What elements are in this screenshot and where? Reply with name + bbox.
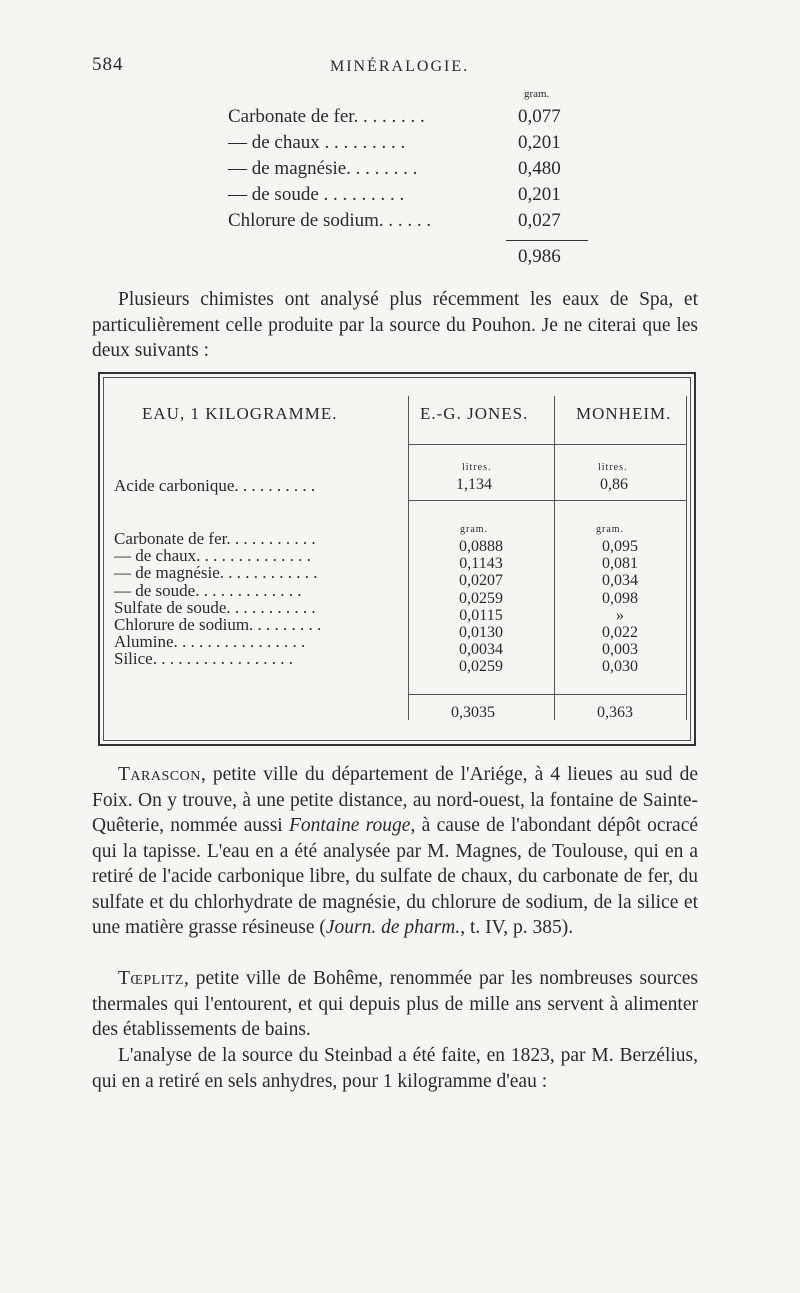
list-item: — de magnésie. . . . . . . . . . . .: [114, 563, 318, 583]
list-item: Sulfate de soude. . . . . . . . . . .: [114, 597, 316, 617]
list-item: Alumine. . . . . . . . . . . . . . . .: [114, 632, 306, 652]
entry-heading: Tœplitz: [118, 968, 184, 989]
list-item: 0,081: [602, 555, 638, 573]
list-item: 0,030: [602, 658, 638, 676]
list-item: Carbonate de fer. . . . . . . . . . .: [114, 530, 316, 548]
header-rule: [408, 444, 686, 445]
row-label: Chlorure de sodium. . . . . .: [228, 210, 432, 231]
entry-heading: Tarascon: [118, 764, 201, 785]
list-item: »: [616, 606, 624, 624]
page-number: 584: [92, 54, 124, 75]
table-row: [228, 106, 588, 130]
italic-run: Fontaine rouge: [289, 815, 411, 836]
list-item: 0,098: [602, 589, 638, 607]
unit-gram-jones: gram.: [460, 524, 489, 535]
table-row: [228, 132, 588, 156]
total-rule: [408, 694, 686, 695]
total-jones: 0,3035: [451, 704, 495, 721]
list-item: 0,0130: [459, 624, 503, 642]
row-label: — de magnésie. . . . . . . .: [228, 158, 418, 179]
analysis-table-spa: [98, 372, 696, 746]
monheim-values: [560, 538, 680, 676]
gas-label: Acide carbonique. . . . . . . . . .: [114, 476, 316, 495]
table-row: [228, 184, 588, 208]
list-item: 0,0259: [459, 658, 503, 676]
reference-text: , t. IV, p. 385).: [460, 917, 574, 938]
paragraph-spa: [92, 287, 698, 364]
list-item: 0,022: [602, 624, 638, 642]
unit-litres-monheim: litres.: [598, 462, 628, 473]
gas-value-monheim: 0,86: [600, 476, 628, 493]
gas-value-jones: 1,134: [456, 476, 492, 493]
column-divider: [686, 396, 687, 720]
list-item: 0,034: [602, 572, 638, 590]
list-item: 0,0259: [459, 589, 503, 607]
paragraph-text: [92, 966, 698, 1043]
salt-labels: [114, 530, 404, 668]
total-value: 0,986: [518, 246, 561, 267]
unit-gram-monheim: gram.: [596, 524, 625, 535]
row-value: 0,480: [518, 158, 561, 179]
list-item: 0,0888: [459, 538, 503, 555]
paragraph-text: Plusieurs chimistes ont analysé plus récemment les eaux de Spa, et particulièrement celle produite par la source du Pouhon. Je ne citerai que les deux suivants :: [92, 289, 698, 361]
reference-italic: Journ. de pharm.: [325, 917, 461, 938]
running-title: MINÉRALOGIE.: [330, 58, 470, 75]
row-rule: [408, 500, 686, 501]
list-item: 0,0034: [459, 641, 503, 659]
list-item: 0,0115: [459, 606, 503, 624]
sum-rule: [506, 240, 588, 241]
list-item: 0,0207: [459, 572, 503, 590]
row-value: 0,077: [518, 106, 561, 127]
unit-label: gram.: [524, 88, 550, 100]
list-item: — de soude. . . . . . . . . . . . .: [114, 580, 302, 600]
paragraph-tarascon: [92, 762, 698, 941]
list-item: Silice. . . . . . . . . . . . . . . . .: [114, 649, 293, 668]
row-label: Carbonate de fer. . . . . . . .: [228, 106, 425, 127]
header-water: EAU, 1 KILOGRAMME.: [142, 404, 338, 423]
paragraph-toeplitz: [92, 966, 698, 1043]
header-monheim: MONHEIM.: [576, 404, 672, 423]
jones-values: [414, 538, 548, 676]
row-value: 0,027: [518, 210, 561, 231]
row-value: 0,201: [518, 132, 561, 153]
list-item: — de chaux. . . . . . . . . . . . . .: [114, 546, 311, 566]
row-label: — de soude . . . . . . . . .: [228, 184, 405, 205]
header-jones: E.-G. JONES.: [420, 404, 529, 423]
paragraph-text: [92, 762, 698, 941]
row-label: — de chaux . . . . . . . . .: [228, 132, 406, 153]
unit-litres-jones: litres.: [462, 462, 492, 473]
table-row: [228, 158, 588, 182]
list-item: 0,1143: [459, 555, 503, 573]
list-item: Chlorure de sodium. . . . . . . . .: [114, 615, 322, 635]
text-run: , petite ville du département de l'Ariége, à 4 lieues au sud de Foix. On y trouve, à une petite distance, au nord-ouest, la fontaine de Sainte-Quêterie, nommée aussi: [92, 764, 698, 836]
list-item: 0,003: [602, 641, 638, 659]
text-run: , petite ville de Bohême, renommée par les nombreuses sources thermales qui l'entourent, et qui depuis plus de mille ans servent à alimenter des établissements de bains.: [92, 968, 698, 1040]
total-monheim: 0,363: [597, 704, 633, 721]
text-run: , à cause de l'abondant dépôt ocracé qui la tapisse. L'eau en a été analysée par M. Magnes, de Toulouse, qui en a retiré de l'acide carbonique libre, du sulfate de chaux, du carbonate de fer, du sulfate et du chlorhydrate de magnésie, du chlorure de sodium, de la silice et une matière grasse résineuse (: [92, 815, 698, 938]
row-value: 0,201: [518, 184, 561, 205]
table-row: [228, 210, 588, 234]
list-item: 0,095: [602, 538, 638, 555]
paragraph-text: L'analyse de la source du Steinbad a été faite, en 1823, par M. Berzélius, qui en a retiré en sels anhydres, pour 1 kilogramme d'eau :: [92, 1045, 698, 1092]
paragraph-steinbad: [92, 1043, 698, 1094]
